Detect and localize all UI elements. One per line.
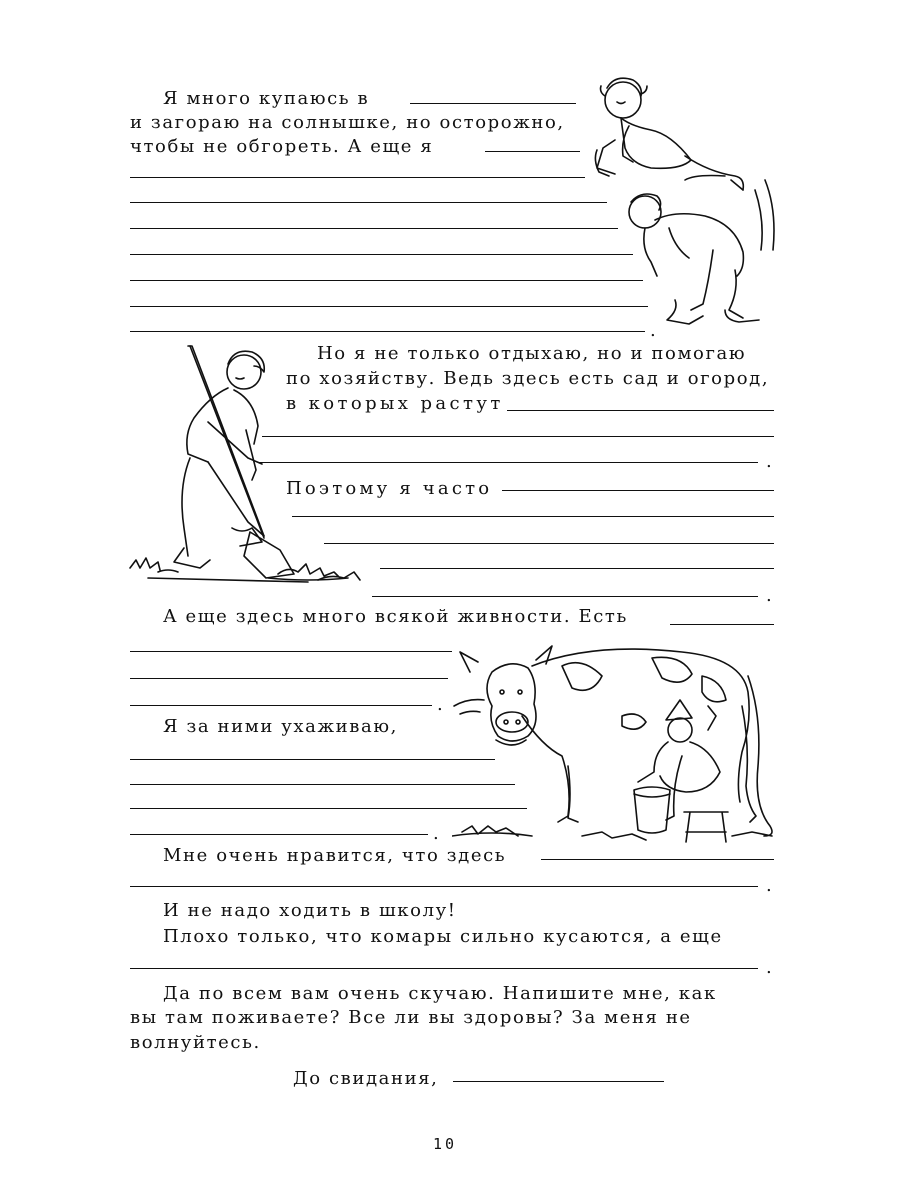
answer-line[interactable] (670, 624, 774, 625)
answer-line[interactable] (130, 651, 452, 652)
period: . (766, 875, 772, 896)
answer-line[interactable] (130, 834, 428, 835)
children-leapfrog-illustration (585, 70, 780, 335)
answer-line[interactable] (324, 543, 774, 544)
answer-line[interactable] (502, 490, 774, 491)
period: . (437, 694, 443, 715)
answer-line[interactable] (130, 228, 618, 229)
answer-line[interactable] (130, 331, 645, 332)
answer-line[interactable] (130, 678, 448, 679)
period: . (766, 957, 772, 978)
answer-line[interactable] (130, 280, 643, 281)
text-line-helping: Но я не только отдыхаю, но и помогаю (317, 343, 747, 364)
answer-line[interactable] (410, 103, 576, 104)
answer-line[interactable] (380, 568, 774, 569)
text-line-often: Поэтому я часто (286, 478, 493, 499)
girl-milking-cow-illustration (452, 636, 777, 846)
page-number: 10 (433, 1135, 458, 1153)
answer-line[interactable] (541, 859, 774, 860)
answer-line[interactable] (130, 306, 648, 307)
text-line-care: Я за ними ухаживаю, (163, 716, 398, 737)
text-line-household: по хозяйству. Ведь здесь есть сад и огород, (286, 368, 770, 389)
text-line-like: Мне очень нравится, что здесь (163, 845, 507, 866)
period: . (766, 585, 772, 606)
closing-text: До свидания, (293, 1068, 439, 1089)
text-line-grow: в которых растут (286, 393, 504, 414)
answer-line[interactable] (507, 410, 774, 411)
answer-line[interactable] (130, 759, 495, 760)
answer-line[interactable] (485, 151, 580, 152)
text-line-sunbathing: и загораю на солнышке, но осторожно, (130, 112, 565, 133)
boy-digging-illustration (128, 342, 373, 587)
period: . (766, 451, 772, 472)
answer-line[interactable] (372, 596, 758, 597)
answer-line[interactable] (130, 254, 633, 255)
text-line-no-school: И не надо ходить в школу! (163, 900, 457, 921)
text-line-bathing: Я много купаюсь в (163, 88, 370, 109)
answer-line[interactable] (130, 177, 585, 178)
answer-line[interactable] (130, 202, 607, 203)
text-line-miss-you: Да по всем вам очень скучаю. Напишите мне, как (163, 983, 717, 1004)
text-line-not-burn: чтобы не обгореть. А еще я (130, 136, 434, 157)
answer-line[interactable] (130, 968, 758, 969)
period: . (650, 320, 656, 341)
text-line-how-are-you: вы там поживаете? Все ли вы здоровы? За меня не (130, 1007, 692, 1028)
text-line-dont-worry: волнуйтесь. (130, 1032, 261, 1053)
signature-line[interactable] (453, 1081, 664, 1082)
text-line-mosquitoes: Плохо только, что комары сильно кусаются, а еще (163, 926, 723, 947)
text-line-animals: А еще здесь много всякой живности. Есть (163, 606, 628, 627)
answer-line[interactable] (130, 886, 758, 887)
period: . (433, 823, 439, 844)
answer-line[interactable] (130, 705, 432, 706)
